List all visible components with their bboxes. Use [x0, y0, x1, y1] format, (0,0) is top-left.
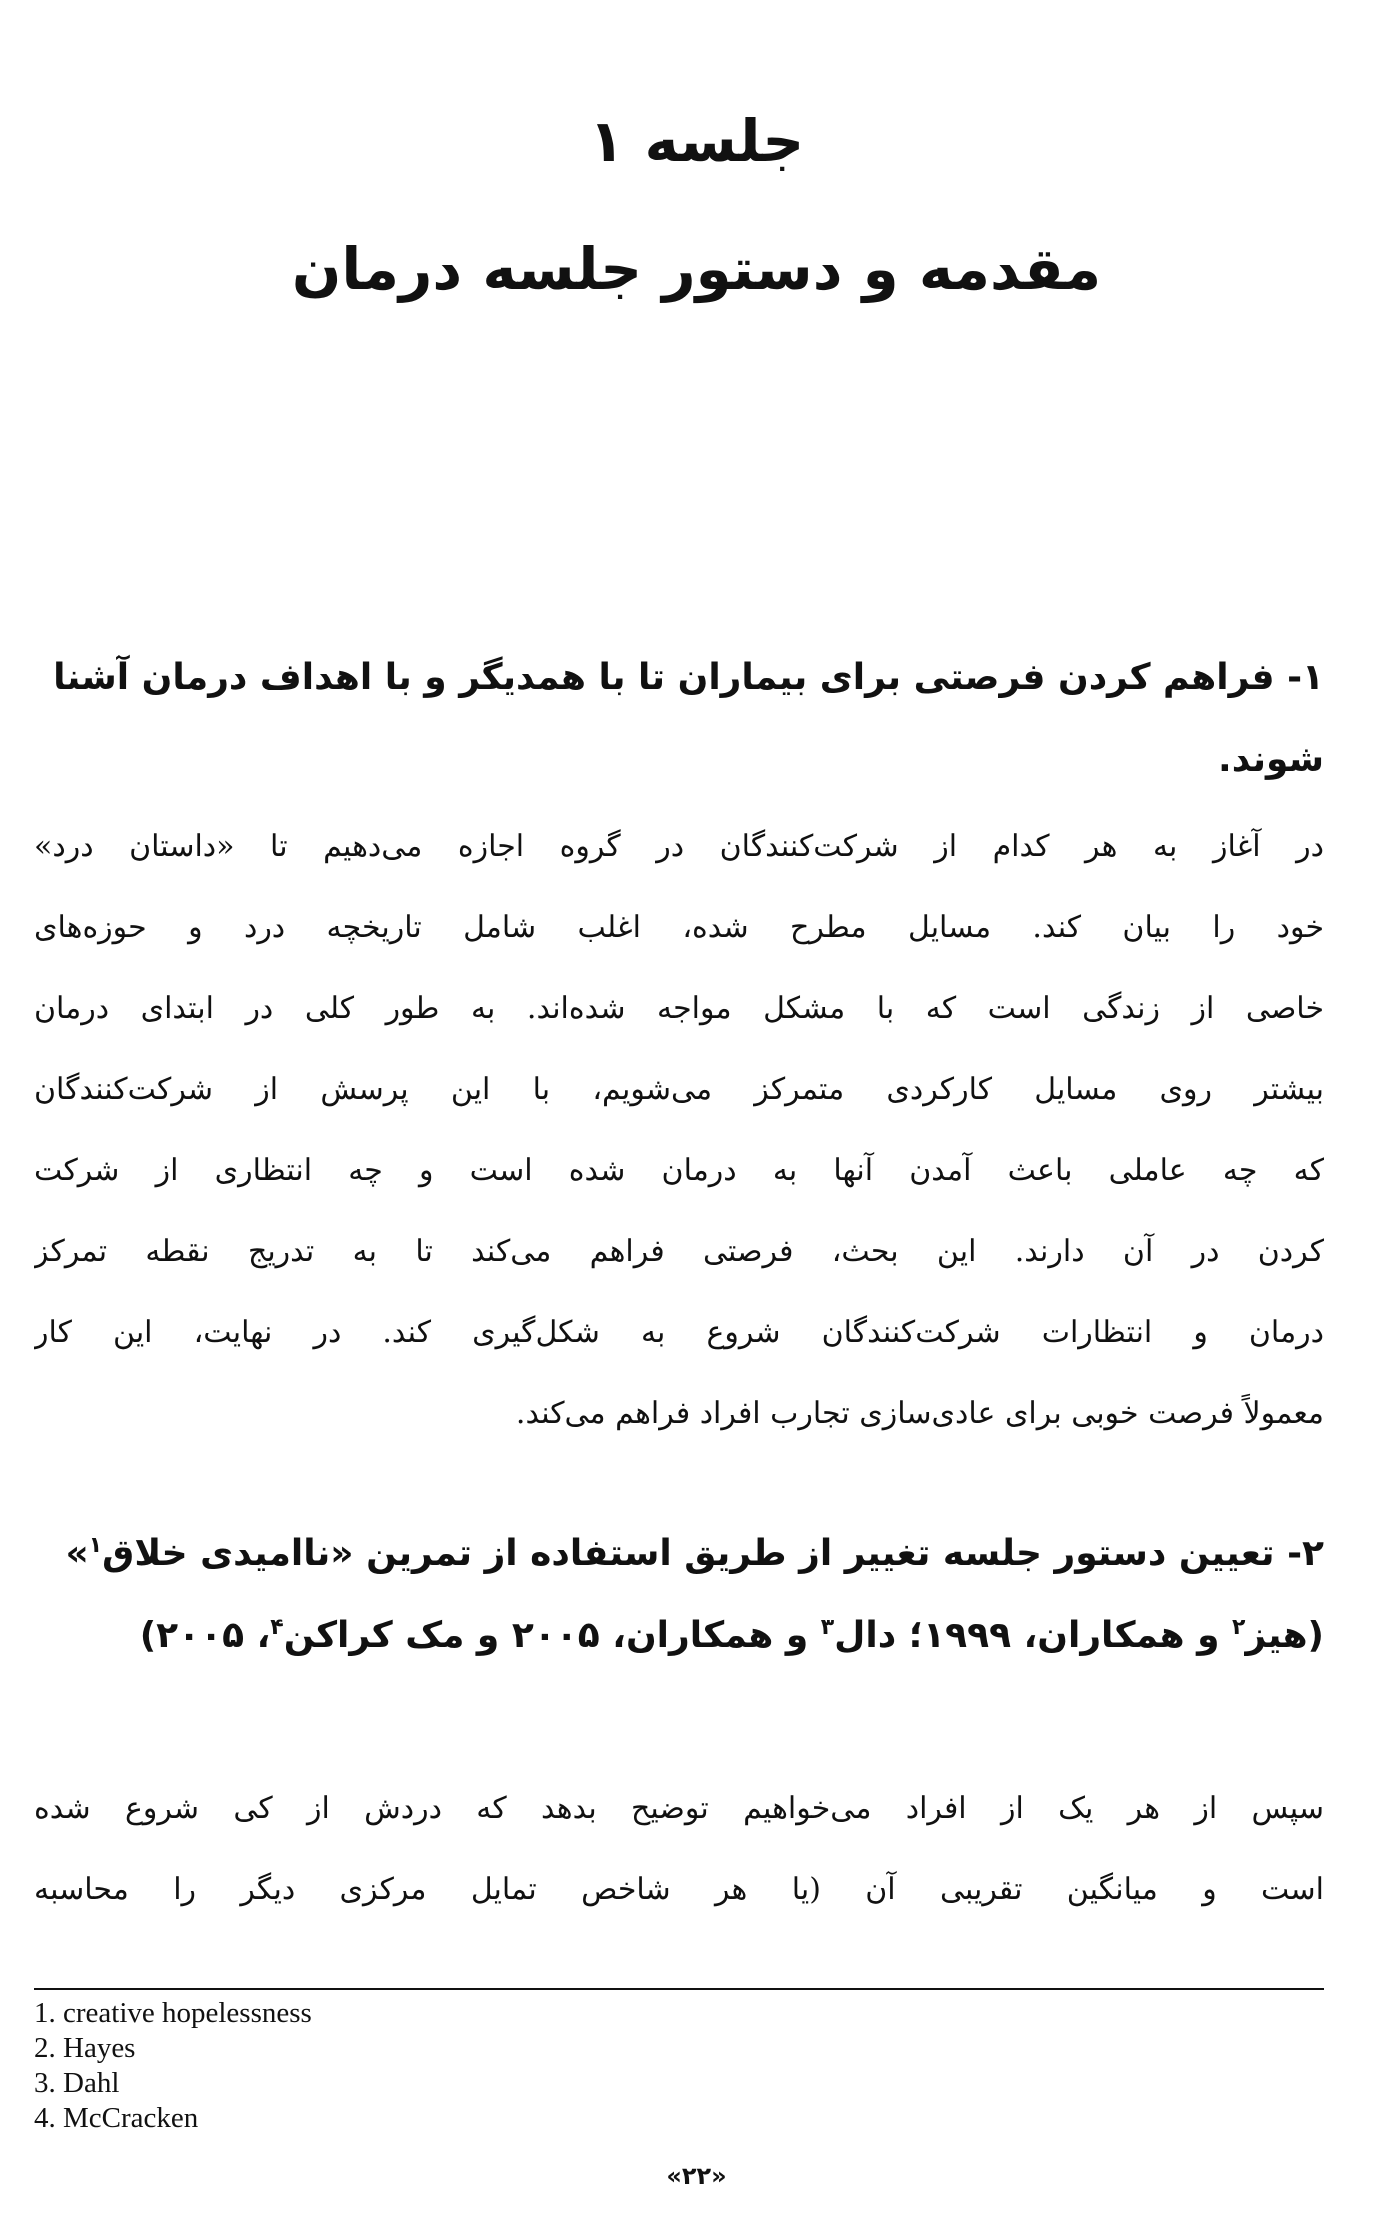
heading-text: ۲- تعیین دستور جلسه تغییر از طریق استفاده از تمرین «ناامیدی خلاق: [102, 1533, 1324, 1574]
section-1-heading: ۱- فراهم کردن فرصتی برای بیماران تا با همدیگر و با اهداف درمان آشنا شوند.: [53, 657, 1324, 780]
paragraph-line: کردن در آن دارند. این بحث، فرصتی فراهم می‌کند تا به تدریج نقطه تمرکز: [34, 1234, 1324, 1269]
footnote-separator: [34, 1988, 1324, 1990]
footnote-item: 3. Dahl: [34, 2067, 120, 2099]
footnote-marker-4: ۴: [270, 1615, 284, 1640]
heading-text: ، ۲۰۰۵): [139, 1615, 271, 1656]
paragraph-line: که چه عاملی باعث آمدن آنها به درمان شده است و چه انتظاری از شرکت: [34, 1153, 1324, 1188]
paragraph-line: خود را بیان کند. مسایل مطرح شده، اغلب شامل تاریخچه درد و حوزه‌های: [34, 910, 1324, 945]
footnote-marker-3: ۳: [820, 1615, 835, 1640]
footnote-marker-2: ۲: [1232, 1615, 1246, 1640]
paragraph-line: خاصی از زندگی است که با مشکل مواجه شده‌اند. به طور کلی در ابتدای درمان: [34, 991, 1324, 1026]
heading-text: » (هیز: [65, 1533, 1324, 1656]
heading-text: و همکاران، ۲۰۰۵ و مک کراکن: [283, 1615, 821, 1656]
section-1-paragraph: [34, 806, 1324, 1454]
footnotes-list: [34, 1996, 834, 2136]
footnote-item: 2. Hayes: [34, 2032, 136, 2064]
paragraph-line: است و میانگین تقریبی آن (یا هر شاخص تمایل مرکزی دیگر را محاسبه: [34, 1872, 1324, 1907]
paragraph-line: بیشتر روی مسایل کارکردی متمرکز می‌شویم، با این پرسش از شرکت‌کنندگان: [34, 1072, 1324, 1107]
paragraph-line: درمان و انتظارات شرکت‌کنندگان شروع به شکل‌گیری کند. در نهایت، این کار: [34, 1315, 1324, 1350]
section-2-paragraph: [34, 1768, 1324, 1930]
chapter-subtitle: مقدمه و دستور جلسه درمان: [291, 235, 1102, 303]
chapter-number-title: جلسه ۱: [588, 107, 805, 175]
paragraph-line: معمولاً فرصت خوبی برای عادی‌سازی تجارب افراد فراهم می‌کند.: [515, 1396, 1324, 1431]
paragraph-line: در آغاز به هر کدام از شرکت‌کنندگان در گروه اجازه می‌دهیم تا «داستان درد»: [34, 829, 1324, 864]
footnote-marker-1: ۱: [88, 1533, 103, 1558]
footnote-item: 4. McCracken: [34, 2102, 199, 2134]
section-2-heading: [34, 1513, 1324, 1677]
heading-text: و همکاران، ۱۹۹۹؛ دال: [834, 1615, 1233, 1656]
footnote-item: 1. creative hopelessness: [34, 1997, 312, 2029]
page-number: «۲۲»: [666, 2162, 727, 2190]
paragraph-line: سپس از هر یک از افراد می‌خواهیم توضیح بدهد که دردش از کی شروع شده: [34, 1791, 1324, 1826]
